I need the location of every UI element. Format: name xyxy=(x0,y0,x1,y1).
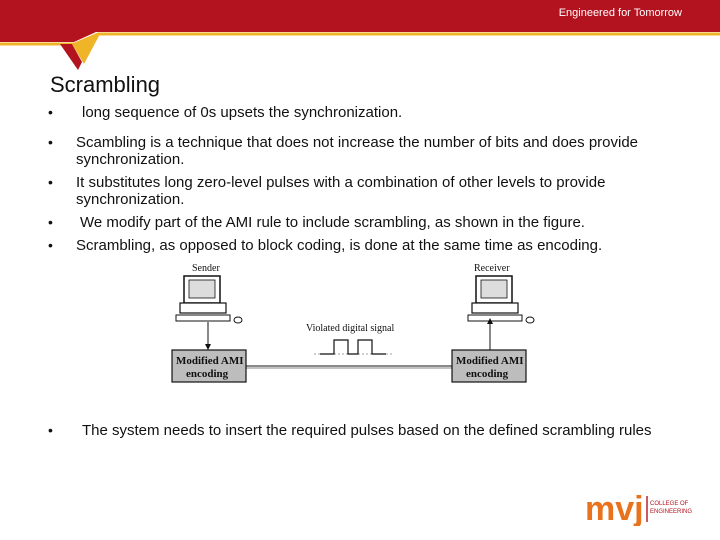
left-box-line2: encoding xyxy=(186,368,229,380)
bullet-text: long sequence of 0s upsets the synchronization. xyxy=(82,104,403,121)
mvj-logo xyxy=(585,490,695,526)
bullet-text: The system needs to insert the required pulses based on the defined scrambling rules xyxy=(82,422,652,439)
sender-label: Sender xyxy=(192,263,220,274)
signal-waveform xyxy=(320,340,386,354)
header-accent-stroke xyxy=(0,34,720,44)
logo-college-line1: COLLEGE OF xyxy=(650,501,689,507)
signal-label: Violated digital signal xyxy=(306,323,395,334)
sender-computer-icon xyxy=(176,276,242,323)
receiver-label: Receiver xyxy=(474,263,510,274)
scrambling-figure xyxy=(160,262,540,392)
receiver-computer-icon xyxy=(468,276,534,323)
bullet-text: Scambling is a technique that does not increase the number of bits and does provide synchronization. xyxy=(76,134,639,168)
sender-arrow-head xyxy=(205,344,211,350)
logo-mvj-text: mvj xyxy=(585,490,644,526)
slide-title: Scrambling xyxy=(50,72,161,97)
header-tagline: Engineered for Tomorrow xyxy=(558,7,682,19)
bullet-icon: • xyxy=(48,422,53,438)
bullet-text: We modify part of the AMI rule to include scrambling, as shown in the figure. xyxy=(80,214,585,231)
bullet-text: Scrambling, as opposed to block coding, is done at the same time as encoding. xyxy=(76,237,603,254)
bullet-icon: • xyxy=(48,237,53,253)
left-box-line1: Modified AMI xyxy=(176,355,244,367)
bullet-icon: • xyxy=(48,104,53,120)
right-box-line2: encoding xyxy=(466,368,509,380)
bullet-icon: • xyxy=(48,174,53,190)
right-box-line1: Modified AMI xyxy=(456,355,524,367)
bullet-icon: • xyxy=(48,134,53,150)
bullet-icon: • xyxy=(48,214,53,230)
bullet-text: It substitutes long zero-level pulses with a combination of other levels to provide synchronization. xyxy=(76,174,606,208)
logo-college-line2: ENGINEERING xyxy=(650,509,693,515)
